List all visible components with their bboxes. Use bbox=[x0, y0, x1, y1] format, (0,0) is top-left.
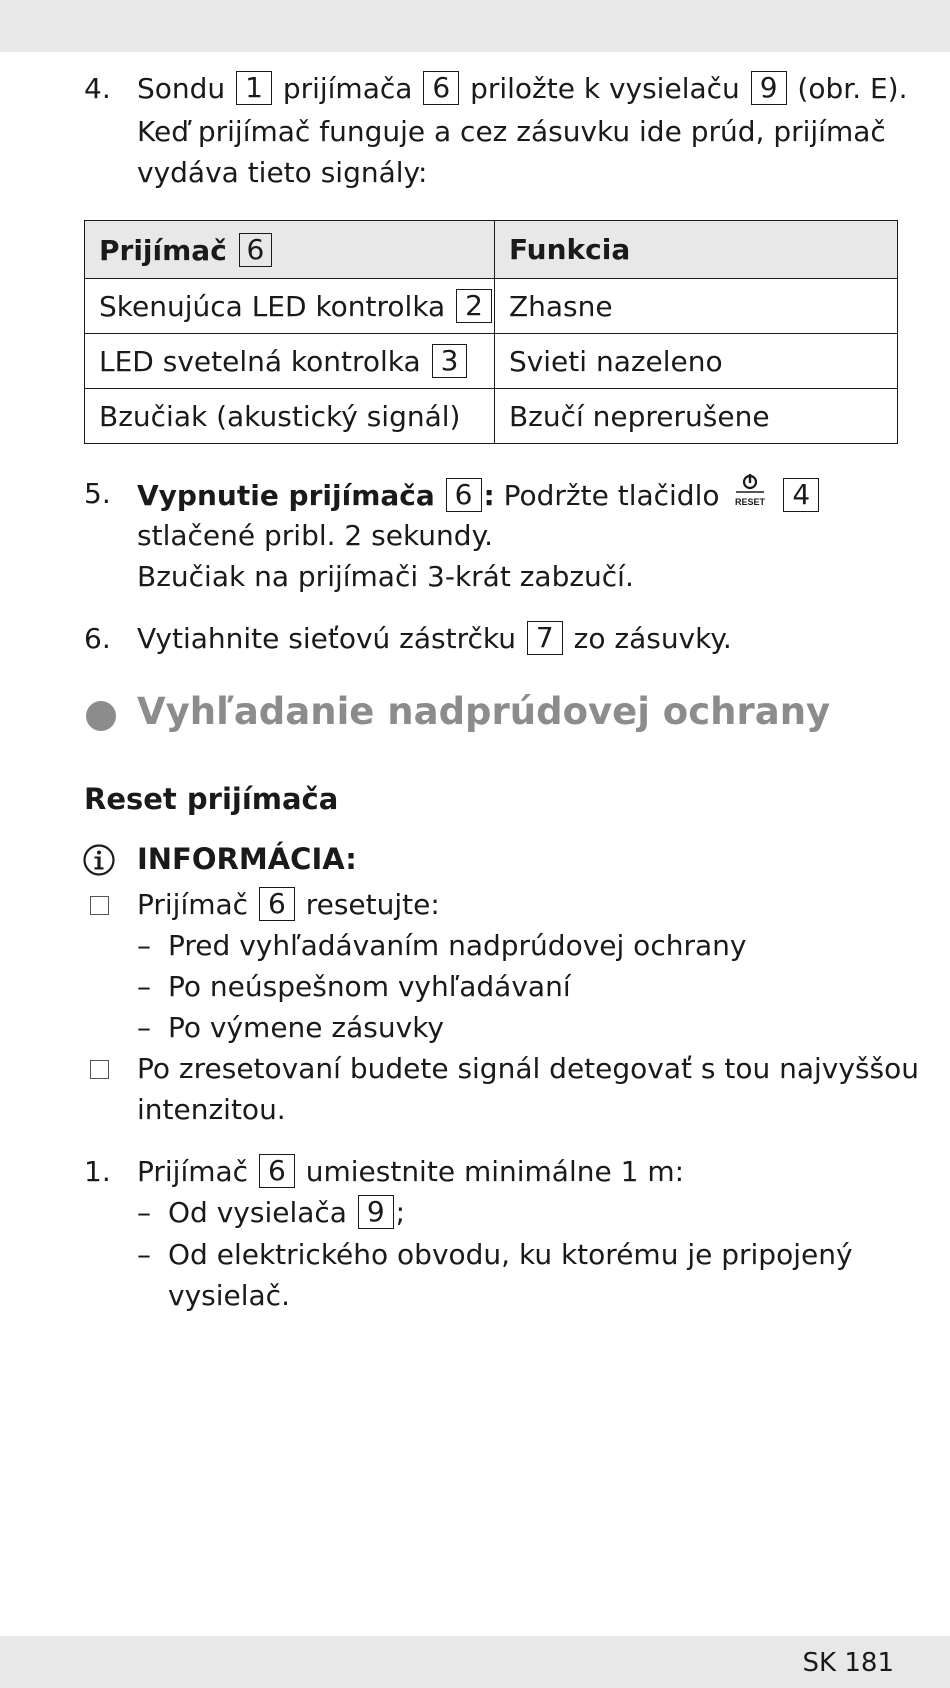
reference-number: 1 bbox=[236, 71, 272, 105]
reference-number: 6 bbox=[259, 887, 295, 921]
reference-number: 6 bbox=[446, 478, 482, 512]
step-4-line-3: vydáva tieto signály: bbox=[137, 156, 428, 189]
table-header-row bbox=[85, 221, 898, 279]
info-icon bbox=[82, 843, 116, 877]
table-row bbox=[85, 279, 898, 334]
subheading: Reset prijímača bbox=[84, 782, 339, 816]
dash-bullet: – bbox=[137, 929, 151, 962]
table-cell: Svieti nazeleno bbox=[494, 334, 897, 389]
reference-number: 7 bbox=[527, 621, 563, 655]
step-4-line-2: Keď prijímač funguje a cez zásuvku ide prúd, prijímač bbox=[137, 115, 886, 148]
reference-number: 6 bbox=[259, 1154, 295, 1188]
reset-icon-label: RESET bbox=[735, 497, 766, 507]
signal-table bbox=[84, 220, 898, 444]
checkbox-bullet-icon bbox=[90, 896, 109, 915]
reference-number: 9 bbox=[751, 71, 787, 105]
table-header-receiver: Prijímač 6 bbox=[85, 221, 495, 279]
reference-number: 3 bbox=[432, 344, 468, 378]
info-bullet-1: Prijímač 6 resetujte: bbox=[137, 887, 440, 921]
reference-number: 4 bbox=[783, 478, 819, 512]
table-cell: Skenujúca LED kontrolka 2 bbox=[85, 279, 495, 334]
dash-bullet: – bbox=[137, 970, 151, 1003]
table-header-function: Funkcia bbox=[494, 221, 897, 279]
step-4-line-1: Sondu 1 prijímača 6 priložte k vysielaču 9 (obr. E). bbox=[137, 71, 908, 105]
step-1-number: 1. bbox=[84, 1155, 111, 1188]
dash-bullet: – bbox=[137, 1238, 151, 1271]
table-row bbox=[85, 389, 898, 444]
table-cell: LED svetelná kontrolka 3 bbox=[85, 334, 495, 389]
step-5-line-1: Vypnutie prijímača 6 : Podržte tlačidlo RESET 4 bbox=[137, 473, 821, 516]
list-item: Pred vyhľadávaním nadprúdovej ochrany bbox=[168, 929, 747, 962]
reference-number: 2 bbox=[456, 289, 492, 323]
section-heading: Vyhľadanie nadprúdovej ochrany bbox=[137, 690, 831, 733]
step-1-line-1: Prijímač 6 umiestnite minimálne 1 m: bbox=[137, 1154, 685, 1188]
step-5-number: 5. bbox=[84, 477, 111, 510]
step-6-number: 6. bbox=[84, 622, 111, 655]
list-item: Od vysielača 9 ; bbox=[168, 1195, 406, 1229]
table-row bbox=[85, 334, 898, 389]
dash-bullet: – bbox=[137, 1196, 151, 1229]
list-item: Po výmene zásuvky bbox=[168, 1011, 444, 1044]
table-cell: Bzučí neprerušene bbox=[494, 389, 897, 444]
step-6-line-1: Vytiahnite sieťovú zástrčku 7 zo zásuvky. bbox=[137, 621, 732, 655]
step-5-line-3: Bzučiak na prijímači 3-krát zabzučí. bbox=[137, 560, 634, 593]
info-bullet-2-line-1: Po zresetovaní budete signál detegovať s tou najvyššou bbox=[137, 1052, 920, 1085]
table-cell: Bzučiak (akustický signál) bbox=[85, 389, 495, 444]
list-item: Od elektrického obvodu, ku ktorému je pripojený bbox=[168, 1238, 853, 1271]
heading-bullet-icon bbox=[86, 701, 116, 731]
list-item-continuation: vysielač. bbox=[168, 1279, 290, 1312]
info-bullet-2-line-2: intenzitou. bbox=[137, 1093, 286, 1126]
table-cell: Zhasne bbox=[494, 279, 897, 334]
step-4-number: 4. bbox=[84, 72, 111, 105]
power-reset-icon bbox=[732, 473, 768, 509]
header-band bbox=[0, 0, 950, 52]
dash-bullet: – bbox=[137, 1011, 151, 1044]
list-item: Po neúspešnom vyhľadávaní bbox=[168, 970, 571, 1003]
step-5-line-2: stlačené pribl. 2 sekundy. bbox=[137, 519, 494, 552]
reference-number: 6 bbox=[423, 71, 459, 105]
reference-number: 9 bbox=[358, 1195, 394, 1229]
info-label: INFORMÁCIA: bbox=[137, 842, 357, 876]
checkbox-bullet-icon bbox=[90, 1060, 109, 1079]
reference-number: 6 bbox=[239, 233, 273, 267]
page-number: SK 181 bbox=[802, 1648, 894, 1678]
